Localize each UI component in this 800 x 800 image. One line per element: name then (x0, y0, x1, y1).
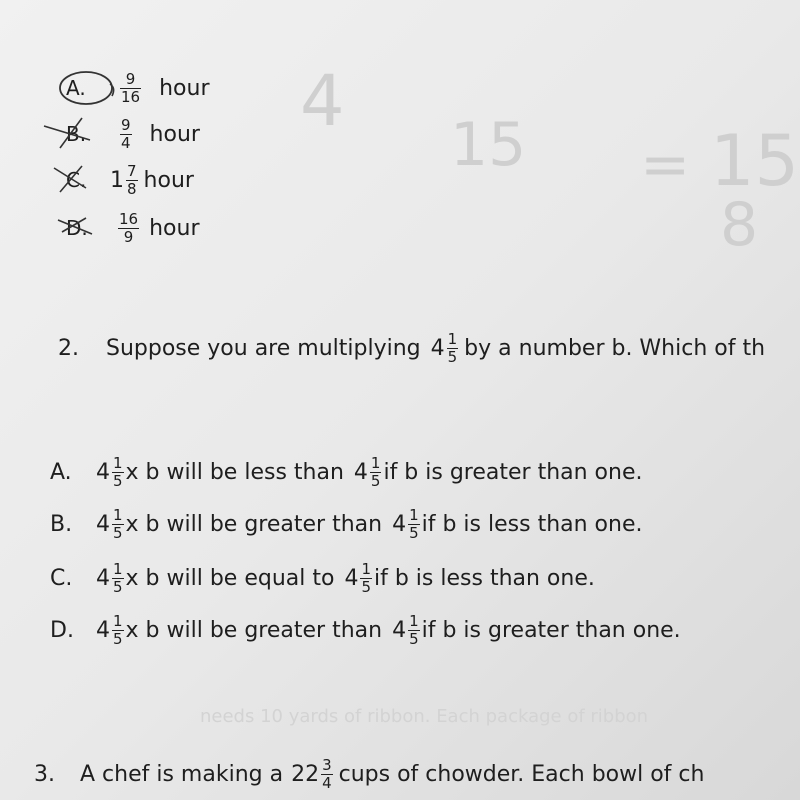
unit-label: hour (159, 75, 210, 101)
choice-letter: D. (50, 618, 74, 643)
whole-number: 4 (392, 512, 407, 537)
question-text: cups of chowder. Each bowl of ch (338, 762, 705, 787)
whole-number: 4 (353, 460, 368, 485)
choice-text: if b is greater than one. (383, 460, 643, 485)
question-number: 2. (58, 336, 79, 361)
choice-letter: A. (50, 460, 72, 485)
bleed-through-text: 8 (720, 190, 759, 260)
fraction: $\frac{16}{9}$ (119, 209, 139, 246)
choice-text: x b will be greater than (125, 512, 383, 537)
question-text: Suppose you are multiplying (106, 336, 421, 361)
fraction: $\frac{1}{5}$ (113, 454, 123, 490)
option-letter: A. (66, 76, 86, 100)
fraction: $\frac{1}{5}$ (113, 612, 123, 648)
whole-number: 22 (291, 762, 320, 787)
unit-label: hour (149, 121, 200, 147)
fraction: $\frac{7}{8}$ (127, 161, 137, 198)
cross-mark (54, 166, 86, 192)
choice-letter: B. (50, 512, 73, 537)
whole-number: 4 (96, 512, 110, 537)
bleed-through-text: 4 (300, 60, 345, 142)
fraction: $\frac{9}{4}$ (121, 115, 131, 152)
bleed-through-text: needs 10 yards of ribbon. Each package of ribbon (200, 706, 649, 727)
whole-number: 4 (392, 618, 407, 643)
choice-text: x b will be greater than (125, 618, 383, 643)
question-text: A chef is making a (80, 762, 284, 787)
option-letter: B. (66, 122, 87, 146)
fraction: $\frac{1}{5}$ (361, 560, 371, 596)
whole-number: 1 (110, 167, 124, 193)
fraction: $\frac{1}{5}$ (409, 612, 419, 648)
choice-text: x b will be less than (125, 460, 344, 485)
question-number: 3. (34, 762, 55, 787)
fraction: $\frac{1}{5}$ (370, 454, 381, 490)
question-text: by a number b. Which of th (464, 336, 766, 361)
choice-text: if b is less than one. (421, 512, 643, 537)
choice-text: if b is less than one. (374, 566, 595, 591)
q2-choice-d[interactable] (50, 614, 681, 647)
bleed-through-text: 15 (710, 120, 800, 202)
unit-label: hour (143, 167, 194, 193)
fraction: $\frac{1}{5}$ (113, 560, 123, 596)
whole-number: 4 (96, 460, 110, 485)
fraction: $\frac{1}{5}$ (409, 506, 419, 542)
fraction: $\frac{1}{5}$ (447, 330, 458, 366)
q2-choice-c[interactable] (50, 562, 595, 595)
fraction: $\frac{3}{4}$ (322, 756, 332, 792)
unit-label: hour (149, 215, 200, 241)
whole-number: 4 (96, 566, 110, 591)
fraction: $\frac{9}{16}$ (121, 69, 141, 106)
q3-stem (34, 758, 704, 791)
fraction: $\frac{1}{5}$ (113, 506, 123, 542)
option-letter: C. (66, 168, 87, 192)
whole-number: 4 (344, 566, 359, 591)
choice-letter: C. (50, 566, 73, 591)
circle-mark (60, 72, 112, 104)
q2-stem (58, 332, 765, 365)
bleed-through-text: = (640, 130, 691, 200)
q2-choice-a[interactable] (50, 456, 643, 489)
whole-number: 4 (430, 336, 445, 361)
bleed-through-text: 15 (450, 110, 527, 180)
q2-choice-b[interactable] (50, 508, 642, 541)
whole-number: 4 (96, 618, 110, 643)
option-letter: D. (66, 216, 88, 240)
cross-mark (58, 218, 92, 234)
cross-mark (44, 118, 90, 148)
choice-text: x b will be equal to (125, 566, 335, 591)
choice-text: if b is greater than one. (421, 618, 681, 643)
